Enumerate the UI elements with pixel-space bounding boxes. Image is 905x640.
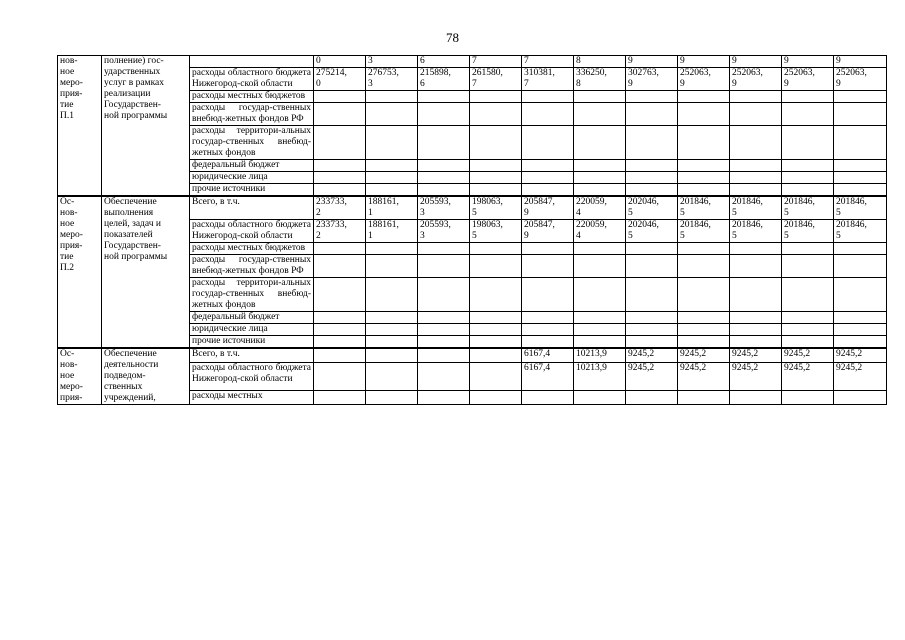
value-cell bbox=[418, 324, 470, 336]
value-cell bbox=[470, 103, 522, 126]
value-cell bbox=[782, 184, 834, 197]
value-cell: 9 bbox=[730, 56, 782, 68]
funding-source-cell: федеральный бюджет bbox=[190, 312, 314, 324]
value-cell bbox=[314, 390, 366, 404]
value-cell bbox=[834, 91, 887, 103]
value-cell bbox=[418, 336, 470, 349]
value-cell: 220059, 4 bbox=[574, 220, 626, 243]
value-cell bbox=[470, 390, 522, 404]
value-cell: 201846, 5 bbox=[730, 196, 782, 220]
value-cell: 9 bbox=[678, 56, 730, 68]
value-cell bbox=[678, 160, 730, 172]
value-cell bbox=[470, 172, 522, 184]
value-cell: 3 bbox=[366, 56, 418, 68]
value-cell bbox=[730, 255, 782, 278]
value-cell bbox=[470, 348, 522, 363]
value-cell: 202046, 5 bbox=[626, 196, 678, 220]
value-cell bbox=[574, 160, 626, 172]
value-cell bbox=[782, 103, 834, 126]
funding-source-cell: расходы областного бюджета Нижегород-ской области bbox=[190, 363, 314, 390]
value-cell bbox=[418, 91, 470, 103]
value-cell bbox=[782, 336, 834, 349]
value-cell bbox=[418, 348, 470, 363]
activity-code-cell: Ос- нов- ное меро- прия- bbox=[58, 348, 102, 405]
value-cell bbox=[418, 278, 470, 312]
funding-source-cell: Всего, в т.ч. bbox=[190, 348, 314, 363]
table-row bbox=[58, 196, 887, 220]
value-cell bbox=[522, 91, 574, 103]
value-cell: 233733, 2 bbox=[314, 196, 366, 220]
value-cell bbox=[314, 91, 366, 103]
value-cell bbox=[574, 278, 626, 312]
value-cell bbox=[314, 184, 366, 197]
funding-source-cell: расходы государ-ственных внебюд-жетных фондов РФ bbox=[190, 103, 314, 126]
value-cell bbox=[366, 160, 418, 172]
value-cell: 252063, 9 bbox=[834, 68, 887, 91]
value-cell bbox=[626, 91, 678, 103]
value-cell bbox=[834, 172, 887, 184]
funding-source-cell: федеральный бюджет bbox=[190, 160, 314, 172]
value-cell bbox=[470, 91, 522, 103]
funding-source-cell: расходы территори-альных государ-ственных внебюд-жетных фондов bbox=[190, 278, 314, 312]
value-cell bbox=[678, 243, 730, 255]
value-cell bbox=[626, 103, 678, 126]
value-cell bbox=[470, 184, 522, 197]
value-cell bbox=[314, 324, 366, 336]
table-row bbox=[58, 56, 887, 68]
value-cell: 9245,2 bbox=[678, 348, 730, 363]
value-cell bbox=[470, 160, 522, 172]
value-cell: 201846, 5 bbox=[678, 196, 730, 220]
value-cell bbox=[574, 103, 626, 126]
value-cell bbox=[522, 278, 574, 312]
value-cell bbox=[314, 126, 366, 160]
value-cell bbox=[314, 103, 366, 126]
value-cell bbox=[574, 324, 626, 336]
value-cell bbox=[730, 91, 782, 103]
value-cell: 6167,4 bbox=[522, 363, 574, 390]
value-cell bbox=[626, 324, 678, 336]
value-cell bbox=[366, 184, 418, 197]
value-cell: 188161, 1 bbox=[366, 220, 418, 243]
value-cell: 201846, 5 bbox=[782, 196, 834, 220]
value-cell bbox=[678, 324, 730, 336]
value-cell bbox=[418, 243, 470, 255]
value-cell bbox=[782, 126, 834, 160]
value-cell bbox=[678, 312, 730, 324]
value-cell bbox=[418, 184, 470, 197]
value-cell bbox=[626, 390, 678, 404]
value-cell bbox=[522, 312, 574, 324]
value-cell bbox=[782, 390, 834, 404]
value-cell: 9 bbox=[834, 56, 887, 68]
value-cell bbox=[470, 255, 522, 278]
value-cell: 205593, 3 bbox=[418, 196, 470, 220]
value-cell: 215898, 6 bbox=[418, 68, 470, 91]
funding-source-cell: юридические лица bbox=[190, 172, 314, 184]
value-cell: 252063, 9 bbox=[730, 68, 782, 91]
value-cell bbox=[834, 103, 887, 126]
value-cell bbox=[730, 278, 782, 312]
value-cell bbox=[834, 126, 887, 160]
page-number: 78 bbox=[446, 30, 459, 45]
value-cell bbox=[574, 126, 626, 160]
funding-source-cell: расходы государ-ственных внебюд-жетных фондов РФ bbox=[190, 255, 314, 278]
value-cell: 205593, 3 bbox=[418, 220, 470, 243]
value-cell bbox=[626, 172, 678, 184]
value-cell: 9245,2 bbox=[678, 363, 730, 390]
value-cell bbox=[834, 390, 887, 404]
value-cell bbox=[366, 390, 418, 404]
value-cell bbox=[314, 243, 366, 255]
value-cell: 205847, 9 bbox=[522, 220, 574, 243]
value-cell bbox=[522, 103, 574, 126]
funding-source-cell: расходы территори-альных государ-ственных внебюд-жетных фондов bbox=[190, 126, 314, 160]
value-cell: 9245,2 bbox=[730, 348, 782, 363]
value-cell bbox=[782, 172, 834, 184]
value-cell bbox=[626, 336, 678, 349]
value-cell bbox=[314, 312, 366, 324]
value-cell bbox=[366, 278, 418, 312]
value-cell: 9 bbox=[782, 56, 834, 68]
activity-name-cell: Обеспечение выполнения целей, задач и показателей Государствен- ной программы bbox=[102, 196, 190, 348]
value-cell bbox=[574, 336, 626, 349]
value-cell: 10213,9 bbox=[574, 363, 626, 390]
value-cell bbox=[470, 324, 522, 336]
funding-source-cell: прочие источники bbox=[190, 184, 314, 197]
value-cell: 202046, 5 bbox=[626, 220, 678, 243]
funding-source-cell: прочие источники bbox=[190, 336, 314, 349]
value-cell: 275214, 0 bbox=[314, 68, 366, 91]
value-cell bbox=[730, 103, 782, 126]
value-cell: 0 bbox=[314, 56, 366, 68]
value-cell bbox=[574, 255, 626, 278]
value-cell: 336250, 8 bbox=[574, 68, 626, 91]
value-cell: 302763, 9 bbox=[626, 68, 678, 91]
activity-code-cell: нов- ное меро- прия- тие П.1 bbox=[58, 56, 102, 197]
value-cell bbox=[314, 363, 366, 390]
value-cell bbox=[678, 126, 730, 160]
value-cell bbox=[418, 126, 470, 160]
value-cell bbox=[522, 126, 574, 160]
value-cell bbox=[366, 172, 418, 184]
value-cell bbox=[470, 363, 522, 390]
value-cell: 7 bbox=[522, 56, 574, 68]
value-cell bbox=[678, 184, 730, 197]
value-cell: 276753, 3 bbox=[366, 68, 418, 91]
value-cell bbox=[522, 336, 574, 349]
value-cell bbox=[470, 312, 522, 324]
value-cell: 9245,2 bbox=[626, 348, 678, 363]
activity-name-cell: Обеспечение деятельности подведом- ственных учреждений, bbox=[102, 348, 190, 405]
value-cell: 252063, 9 bbox=[782, 68, 834, 91]
value-cell bbox=[678, 172, 730, 184]
value-cell bbox=[626, 243, 678, 255]
value-cell: 9245,2 bbox=[782, 348, 834, 363]
value-cell bbox=[782, 91, 834, 103]
value-cell bbox=[834, 312, 887, 324]
value-cell bbox=[366, 255, 418, 278]
value-cell bbox=[418, 160, 470, 172]
value-cell bbox=[314, 278, 366, 312]
value-cell bbox=[418, 255, 470, 278]
value-cell bbox=[574, 390, 626, 404]
activity-name-cell: полнение) гос- ударственных услуг в рамках реализации Государствен- ной программы bbox=[102, 56, 190, 197]
value-cell bbox=[834, 255, 887, 278]
value-cell bbox=[626, 255, 678, 278]
value-cell bbox=[626, 160, 678, 172]
value-cell bbox=[730, 312, 782, 324]
value-cell: 9245,2 bbox=[730, 363, 782, 390]
value-cell bbox=[626, 278, 678, 312]
value-cell bbox=[470, 336, 522, 349]
value-cell: 310381, 7 bbox=[522, 68, 574, 91]
value-cell bbox=[678, 255, 730, 278]
value-cell bbox=[418, 363, 470, 390]
funding-source-cell: расходы местных бюджетов bbox=[190, 243, 314, 255]
value-cell bbox=[366, 336, 418, 349]
value-cell: 201846, 5 bbox=[834, 196, 887, 220]
value-cell bbox=[834, 160, 887, 172]
value-cell: 10213,9 bbox=[574, 348, 626, 363]
value-cell bbox=[730, 243, 782, 255]
value-cell bbox=[626, 312, 678, 324]
value-cell bbox=[470, 278, 522, 312]
value-cell bbox=[314, 255, 366, 278]
value-cell bbox=[678, 278, 730, 312]
value-cell: 9245,2 bbox=[626, 363, 678, 390]
value-cell: 9245,2 bbox=[834, 348, 887, 363]
value-cell bbox=[574, 243, 626, 255]
funding-source-cell: Всего, в т.ч. bbox=[190, 196, 314, 220]
value-cell bbox=[782, 324, 834, 336]
value-cell bbox=[366, 363, 418, 390]
value-cell: 201846, 5 bbox=[782, 220, 834, 243]
value-cell bbox=[418, 312, 470, 324]
value-cell bbox=[834, 324, 887, 336]
value-cell: 6 bbox=[418, 56, 470, 68]
value-cell: 201846, 5 bbox=[834, 220, 887, 243]
value-cell bbox=[626, 126, 678, 160]
value-cell bbox=[314, 160, 366, 172]
value-cell bbox=[782, 160, 834, 172]
value-cell: 198063, 5 bbox=[470, 220, 522, 243]
value-cell bbox=[418, 172, 470, 184]
value-cell bbox=[418, 103, 470, 126]
value-cell bbox=[314, 348, 366, 363]
value-cell bbox=[730, 160, 782, 172]
value-cell bbox=[574, 312, 626, 324]
value-cell bbox=[678, 103, 730, 126]
value-cell bbox=[834, 184, 887, 197]
activity-code-cell: Ос- нов- ное меро- прия- тие П.2 bbox=[58, 196, 102, 348]
funding-source-cell: расходы областного бюджета Нижегород-ской области bbox=[190, 68, 314, 91]
value-cell: 7 bbox=[470, 56, 522, 68]
funding-source-cell: расходы местных бюджетов bbox=[190, 91, 314, 103]
value-cell bbox=[730, 172, 782, 184]
value-cell bbox=[834, 278, 887, 312]
value-cell: 252063, 9 bbox=[678, 68, 730, 91]
value-cell bbox=[782, 243, 834, 255]
value-cell: 220059, 4 bbox=[574, 196, 626, 220]
value-cell: 201846, 5 bbox=[678, 220, 730, 243]
budget-table bbox=[57, 55, 887, 405]
value-cell bbox=[730, 336, 782, 349]
value-cell: 6167,4 bbox=[522, 348, 574, 363]
value-cell: 9 bbox=[626, 56, 678, 68]
value-cell bbox=[366, 126, 418, 160]
value-cell bbox=[522, 324, 574, 336]
funding-source-cell bbox=[190, 56, 314, 68]
value-cell bbox=[730, 390, 782, 404]
value-cell: 198063, 5 bbox=[470, 196, 522, 220]
value-cell bbox=[678, 336, 730, 349]
value-cell: 205847, 9 bbox=[522, 196, 574, 220]
value-cell bbox=[730, 184, 782, 197]
value-cell bbox=[418, 390, 470, 404]
value-cell bbox=[522, 160, 574, 172]
value-cell: 9245,2 bbox=[782, 363, 834, 390]
value-cell: 233733, 2 bbox=[314, 220, 366, 243]
value-cell bbox=[366, 91, 418, 103]
value-cell bbox=[730, 126, 782, 160]
value-cell bbox=[574, 184, 626, 197]
value-cell: 188161, 1 bbox=[366, 196, 418, 220]
value-cell bbox=[834, 336, 887, 349]
value-cell bbox=[782, 278, 834, 312]
value-cell bbox=[470, 243, 522, 255]
value-cell bbox=[522, 184, 574, 197]
value-cell bbox=[574, 172, 626, 184]
value-cell bbox=[730, 324, 782, 336]
value-cell bbox=[522, 390, 574, 404]
value-cell bbox=[366, 243, 418, 255]
funding-source-cell: расходы областного бюджета Нижегород-ской области bbox=[190, 220, 314, 243]
value-cell bbox=[522, 172, 574, 184]
value-cell: 261580, 7 bbox=[470, 68, 522, 91]
value-cell: 201846, 5 bbox=[730, 220, 782, 243]
value-cell bbox=[314, 172, 366, 184]
value-cell: 8 bbox=[574, 56, 626, 68]
table-row bbox=[58, 348, 887, 363]
value-cell bbox=[366, 324, 418, 336]
value-cell bbox=[834, 243, 887, 255]
value-cell bbox=[782, 312, 834, 324]
value-cell bbox=[366, 312, 418, 324]
value-cell bbox=[678, 390, 730, 404]
value-cell bbox=[522, 255, 574, 278]
funding-source-cell: юридические лица bbox=[190, 324, 314, 336]
value-cell bbox=[366, 348, 418, 363]
funding-source-cell: расходы местных bbox=[190, 390, 314, 404]
value-cell bbox=[470, 126, 522, 160]
value-cell bbox=[782, 255, 834, 278]
value-cell bbox=[314, 336, 366, 349]
value-cell bbox=[366, 103, 418, 126]
value-cell bbox=[678, 91, 730, 103]
value-cell bbox=[574, 91, 626, 103]
value-cell bbox=[626, 184, 678, 197]
value-cell: 9245,2 bbox=[834, 363, 887, 390]
value-cell bbox=[522, 243, 574, 255]
